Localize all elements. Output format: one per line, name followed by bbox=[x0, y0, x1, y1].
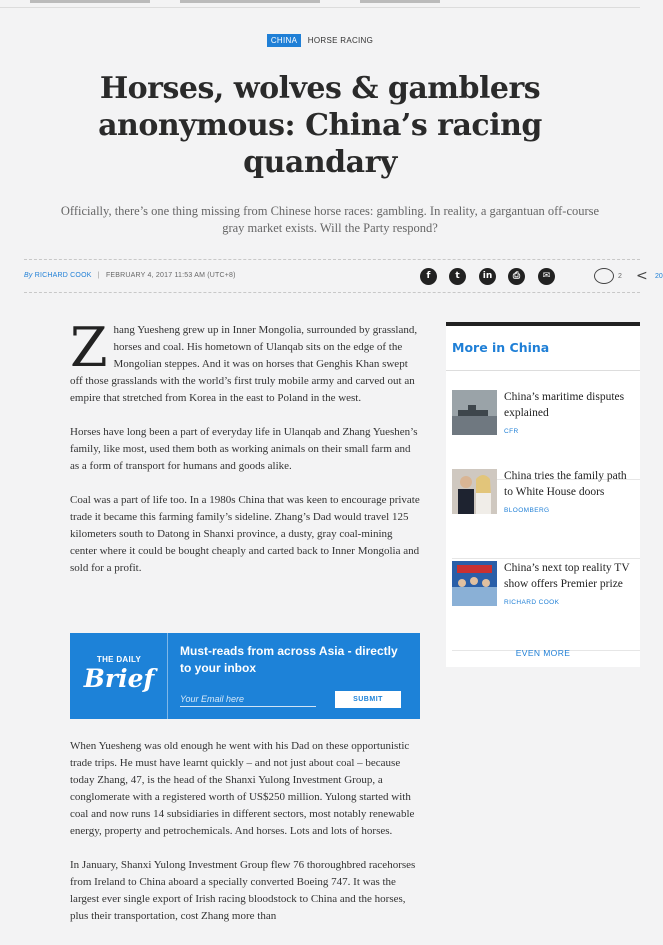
print-icon[interactable]: ⎙ bbox=[508, 268, 525, 285]
byline-bar bbox=[24, 259, 663, 293]
story-source: BLOOMBERG bbox=[504, 507, 550, 514]
article-paragraph bbox=[70, 316, 420, 407]
story-title[interactable]: China’s maritime disputes explained bbox=[504, 391, 625, 419]
comment-icon[interactable] bbox=[594, 268, 614, 284]
story-source: RICHARD COOK bbox=[504, 599, 560, 606]
newsletter-logo bbox=[70, 633, 168, 719]
sidebar-story[interactable] bbox=[446, 469, 640, 559]
sidebar-divider bbox=[446, 370, 640, 371]
newsletter-headline: Must-reads from across Asia - directly to your inbox bbox=[180, 644, 398, 675]
newsletter-signup bbox=[70, 633, 420, 719]
tag-horse-racing[interactable]: HORSE RACING bbox=[307, 36, 374, 45]
newsletter-logo-daily: THE DAILY bbox=[96, 655, 142, 664]
linkedin-icon[interactable]: in bbox=[479, 268, 496, 285]
byline-separator: | bbox=[97, 272, 100, 279]
article-headline: Horses, wolves & gamblers anonymous: China’s racing quandary bbox=[98, 71, 542, 180]
more-in-china-sidebar bbox=[446, 322, 640, 667]
top-nav-strip bbox=[0, 0, 640, 8]
share-icon[interactable]: < bbox=[636, 268, 648, 284]
story-source: CFR bbox=[504, 428, 519, 435]
article-paragraph: When Yuesheng was old enough he went with his Dad on these opportunistic trade trips. He must have learnt quickly – and not just about coal – because today Zhang, 47, is the head of the Shanxi Yulong Investment Group, a conglomerate with a registered worth of US$250 million. Yulong started with coal and now runs 14 subsidiaries in different sectors, most notably renewable energy, property and petrochemicals. And horses. Lots and lots of horses. bbox=[70, 740, 415, 837]
story-separator bbox=[452, 558, 640, 559]
article-paragraph: Horses have long been a part of everyday life in Ulanqab and Zhang Yueshen’s family, like most, used them both as working animals on their small farm and as a form of transport for humans and goods alike. bbox=[70, 426, 418, 472]
category-tags bbox=[0, 34, 640, 47]
article-paragraph: In January, Shanxi Yulong Investment Group flew 76 thoroughbred racehorses from Ireland to China aboard a specially converted Boeing 747. It was the largest ever single export of Irish racing bloodstock to China and the horses, plus their transportation, cost Zhang more than bbox=[70, 859, 416, 922]
even-more-link[interactable]: EVEN MORE bbox=[515, 648, 571, 658]
facebook-icon[interactable]: f bbox=[420, 268, 437, 285]
email-field[interactable] bbox=[180, 691, 316, 707]
submit-button[interactable]: SUBMIT bbox=[335, 691, 401, 708]
twitter-icon[interactable]: t bbox=[449, 268, 466, 285]
story-thumbnail-couple bbox=[452, 469, 497, 514]
share-count: 20 bbox=[655, 273, 663, 280]
sidebar-title: More in China bbox=[452, 340, 550, 355]
story-thumbnail-warship bbox=[452, 390, 497, 435]
publish-date: FEBRUARY 4, 2017 11:53 AM (UTC+8) bbox=[105, 272, 236, 279]
story-title[interactable]: China’s next top reality TV show offers Premier prize bbox=[504, 562, 630, 590]
drop-cap: Z bbox=[70, 316, 108, 379]
tag-china[interactable]: CHINA bbox=[267, 34, 301, 47]
story-title[interactable]: China tries the family path to White House doors bbox=[504, 470, 627, 498]
story-thumbnail-tv-show bbox=[452, 561, 497, 606]
comment-count: 2 bbox=[618, 273, 622, 280]
email-icon[interactable]: ✉ bbox=[538, 268, 555, 285]
author-link[interactable]: RICHARD COOK bbox=[34, 272, 92, 279]
paragraph-text: hang Yuesheng grew up in Inner Mongolia, surrounded by grassland, horses and coal. His hometown of Ulanqab sits on the edge of the Mongolian steppes. And it was on horses that Genghis Khan swept off those grasslands with the world’s first truly mobile army and carved out an empire that stretched from Korea in the east to Poland in the west. bbox=[70, 324, 418, 404]
article-paragraph: Coal was a part of life too. In a 1980s China that was keen to encourage private trade it became this farming family’s sideline. Zhang’s Dad would travel 125 kilometers south to Datong in Shanxi province, a dusty, gray coal-mining center where it could be bought cheaply and carted back to Inner Mongolia and sold for a profit. bbox=[70, 494, 420, 574]
article-dek: Officially, there’s one thing missing from Chinese horse races: gambling. In reality, a gargantuan off-course gray market exists. Will the Party respond? bbox=[60, 204, 600, 235]
article-body-continued bbox=[70, 738, 420, 942]
article-body bbox=[70, 316, 420, 594]
newsletter-logo-brief: Brief bbox=[83, 664, 155, 693]
byline bbox=[24, 272, 236, 279]
sidebar-story[interactable] bbox=[446, 561, 640, 651]
sidebar-story[interactable] bbox=[446, 390, 640, 480]
byline-by: By bbox=[24, 272, 33, 279]
